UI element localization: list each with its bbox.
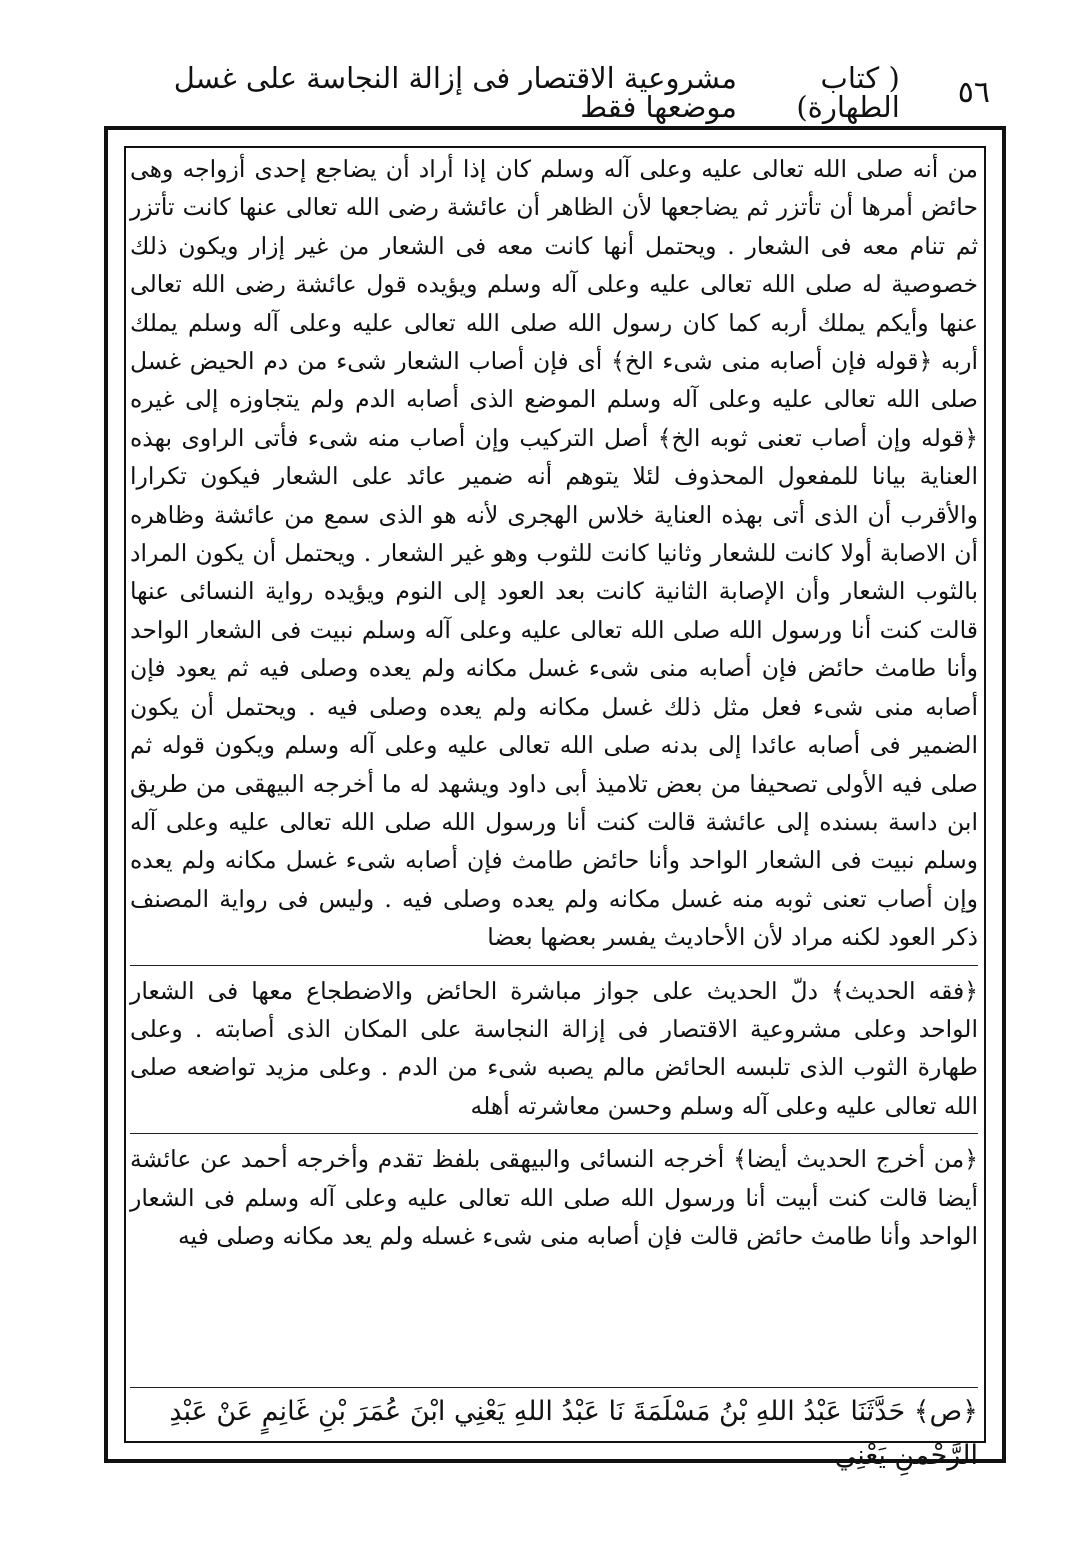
fiqh-paragraph: ﴿فقه الحديث﴾ دلّ الحديث على جواز مباشرة الحائض والاضطجاع معها فى الشعار الواحد وعلى مشروعية الاقتصار فى إزالة النجاسة على المكان الذى أصابته . وعلى طهارة الثوب الذى تلبسه الحائض مالم يصبه شىء من الدم . وعلى مزيد تواضعه صلى الله تعالى عليه وعلى آله وسلم وحسن معاشرته أهله — [130, 965, 978, 1126]
chapter-topic: مشروعية الاقتصار فى إزالة النجاسة على غسل موضعها فقط — [173, 61, 737, 124]
page-header — [118, 62, 990, 124]
page-body — [130, 150, 978, 1255]
page-number: ٥٦ — [957, 75, 990, 110]
book-title: ( كتاب الطهارة) — [796, 61, 900, 124]
hadith-chain-line: ﴿ص﴾ حَدَّثَنَا عَبْدُ اللهِ بْنُ مَسْلَمَةَ نَا عَبْدُ اللهِ يَعْنِي ابْنَ عُمَرَ بْنِ غَانِمٍ عَنْ عَبْدِ الرَّحْمنِ يَعْنِي — [130, 1387, 978, 1442]
commentary-paragraph: من أنه صلى الله تعالى عليه وعلى آله وسلم كان إذا أراد أن يضاجع إحدى أزواجه وهى حائض أمرها أن تأتزر ثم يضاجعها لأن الظاهر أن عائشة رضى الله تعالى عنها كانت تأتزر ثم تنام معه فى الشعار . ويحتمل أنها كانت معه فى الشعار من غير إزار ويكون ذلك خصوصية له صلى الله تعالى عليه وعلى آله وسلم ويؤيده قول عائشة رضى الله تعالى عنها وأيكم يملك أربه كما كان رسول الله صلى الله تعالى عليه وعلى آله وسلم يملك أربه ﴿قوله فإن أصابه منى شىء الخ﴾ أى فإن أصاب الشعار شىء من دم الحيض غسل صلى الله تعالى عليه وعلى آله وسلم الموضع الذى أصابه الدم ولم يتجاوزه إلى غيره ﴿قوله وإن أصاب تعنى ثوبه الخ﴾ أصل التركيب وإن أصاب منه شىء فأتى الراوى بهذه العناية بيانا للمفعول المحذوف لئلا يتوهم أنه ضمير عائد على الشعار فيكون تكرارا والأقرب أن الذى أتى بهذه العناية خلاس الهجرى لأنه هو الذى سمع من عائشة وظاهره أن الاصابة أولا كانت للشعار وثانيا كانت للثوب وهو غير الشعار . ويحتمل أن يكون المراد بالثوب الشعار وأن الإصابة الثانية كانت بعد العود إلى النوم ويؤيده رواية النسائى عنها قالت كنت أنا ورسول الله صلى الله تعالى عليه وعلى آله وسلم نبيت فى الشعار الواحد وأنا طامث حائض فإن أصابه منى شىء غسل مكانه ولم يعده وصلى فيه ثم يعود فإن أصابه منى شىء فعل مثل ذلك غسل مكانه ولم يعده وصلى فيه . ويحتمل أن يكون الضمير فى أصابه عائدا إلى بدنه صلى الله تعالى عليه وعلى آله وسلم ويكون قوله ثم صلى فيه الأولى تصحيفا من بعض تلاميذ أبى داود ويشهد له ما أخرجه البيهقى من طريق ابن داسة بسنده إلى عائشة قالت كنت أنا ورسول الله صلى الله تعالى عليه وعلى آله وسلم نبيت فى الشعار الواحد وأنا حائض طامث فإن أصابه شىء غسل مكانه ولم يعده وإن أصاب تعنى ثوبه منه غسل مكانه ولم يعده وصلى فيه . وليس فى رواية المصنف ذكر العود لكنه مراد لأن الأحاديث يفسر بعضها بعضا — [130, 155, 978, 952]
takhrij-paragraph: ﴿من أخرج الحديث أيضا﴾ أخرجه النسائى والبيهقى بلفظ تقدم وأخرجه أحمد عن عائشة أيضا قالت كنت أبيت أنا ورسول الله صلى الله تعالى عليه وعلى آله وسلم فى الشعار الواحد وأنا طامث حائض قالت فإن أصابه منى شىء غسله ولم يعد مكانه وصلى فيه — [130, 1133, 978, 1255]
